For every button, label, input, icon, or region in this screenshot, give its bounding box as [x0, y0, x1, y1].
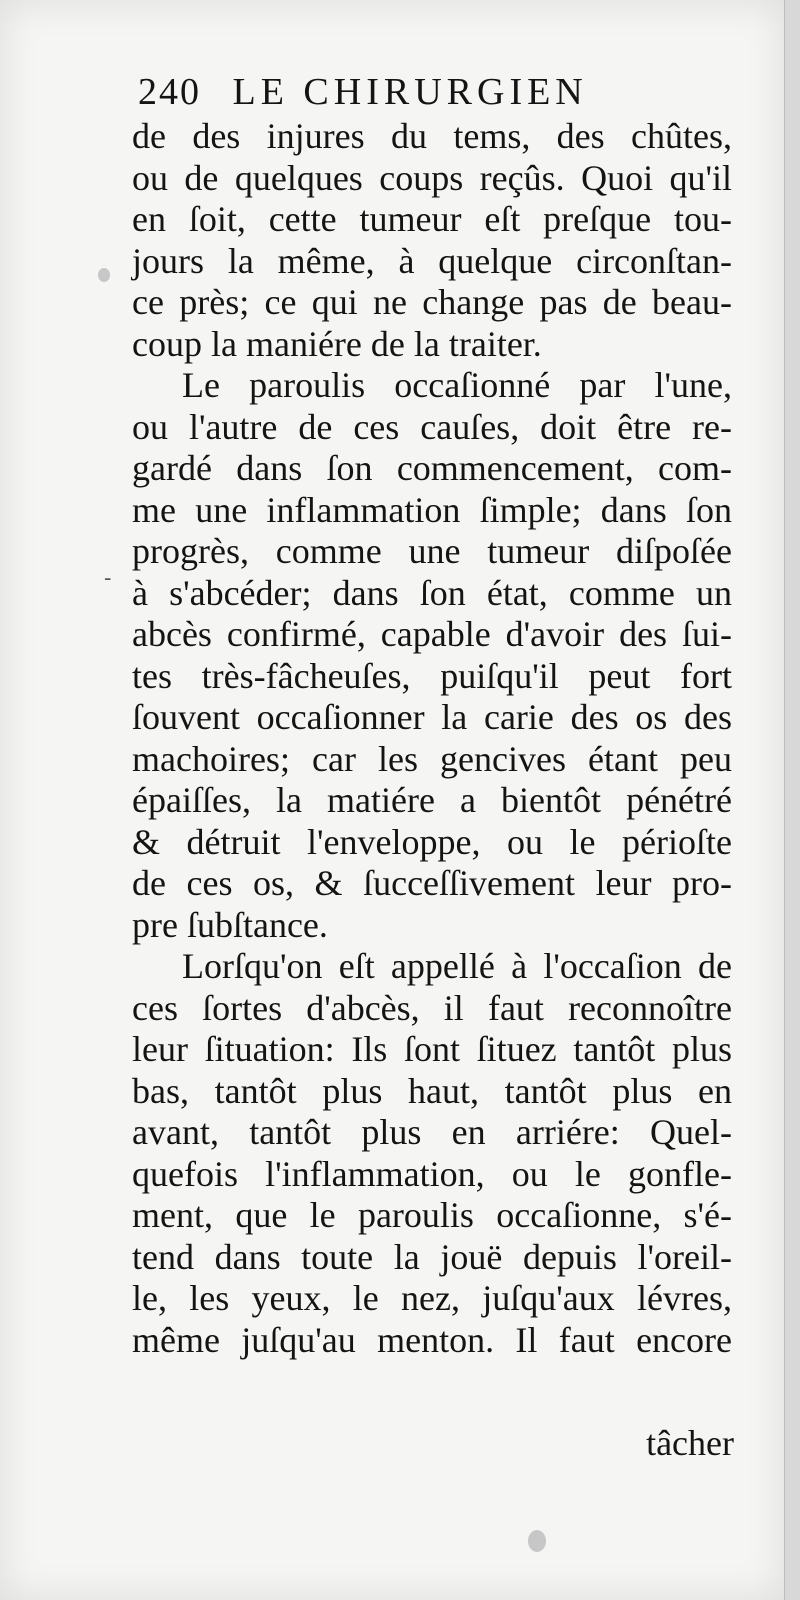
- running-head: [138, 70, 738, 120]
- text-line: bas, tantôt plus haut, tantôt plus en: [132, 1070, 732, 1111]
- page-edge: [784, 0, 800, 1600]
- text-line: Lorſqu'on eſt appellé à l'occaſion de: [182, 946, 732, 986]
- text-line: ce près; ce qui ne change pas de beau-: [132, 282, 732, 322]
- text-line: coup la maniére de la traiter.: [132, 323, 542, 364]
- text-line: même juſqu'au menton. Il faut encore: [132, 1319, 732, 1360]
- text-line: tend dans toute la jouë depuis l'oreil-: [132, 1236, 732, 1277]
- page-number: 240: [138, 71, 201, 113]
- body-text: [132, 116, 732, 1361]
- text-line: jours la même, à quelque circonſtan-: [132, 240, 732, 281]
- text-line: tes très-fâcheuſes, puiſqu'il peut fort: [132, 655, 732, 696]
- text-line: ou de quelques coups reçûs. Quoi qu'il: [132, 157, 732, 198]
- text-line: ſouvent occaſionner la carie des os des: [132, 697, 732, 737]
- running-title: LE CHIRURGIEN: [232, 71, 588, 113]
- text-line: de ces os, & ſucceſſivement leur pro-: [132, 863, 732, 903]
- text-line: pre ſubſtance.: [132, 904, 328, 945]
- text-line: en ſoit, cette tumeur eſt preſque tou-: [132, 199, 732, 239]
- text-line: ou l'autre de ces cauſes, doit être re-: [132, 406, 732, 447]
- text-line: ces ſortes d'abcès, il faut reconnoître: [132, 987, 732, 1028]
- text-line: ment, que le paroulis occaſionne, s'é-: [132, 1195, 732, 1235]
- text-line: à s'abcéder; dans ſon état, comme un: [132, 572, 732, 613]
- text-line: de des injures du tems, des chûtes,: [132, 116, 732, 156]
- text-line: leur ſituation: Ils ſont ſituez tantôt plus: [132, 1029, 732, 1069]
- text-line: abcès confirmé, capable d'avoir des ſui-: [132, 614, 732, 654]
- text-line: épaiſſes, la matiére a bientôt pénétré: [132, 780, 732, 820]
- text-line: avant, tantôt plus en arriére: Quel-: [132, 1112, 732, 1152]
- text-line: progrès, comme une tumeur diſpoſée: [132, 531, 732, 571]
- catchword: tâcher: [646, 1423, 734, 1463]
- margin-mark: -: [104, 566, 112, 591]
- ink-spot: [98, 268, 110, 282]
- text-line: & détruit l'enveloppe, ou le périoſte: [132, 821, 732, 862]
- text-line: Le paroulis occaſionné par l'une,: [182, 365, 732, 405]
- ink-spot: [528, 1530, 546, 1552]
- text-line: machoires; car les gencives étant peu: [132, 738, 732, 779]
- text-line: le, les yeux, le nez, juſqu'aux lévres,: [132, 1278, 732, 1318]
- text-line: me une inflammation ſimple; dans ſon: [132, 489, 732, 530]
- text-line: quefois l'inflammation, ou le gonfle-: [132, 1153, 732, 1194]
- text-line: gardé dans ſon commencement, com-: [132, 448, 732, 488]
